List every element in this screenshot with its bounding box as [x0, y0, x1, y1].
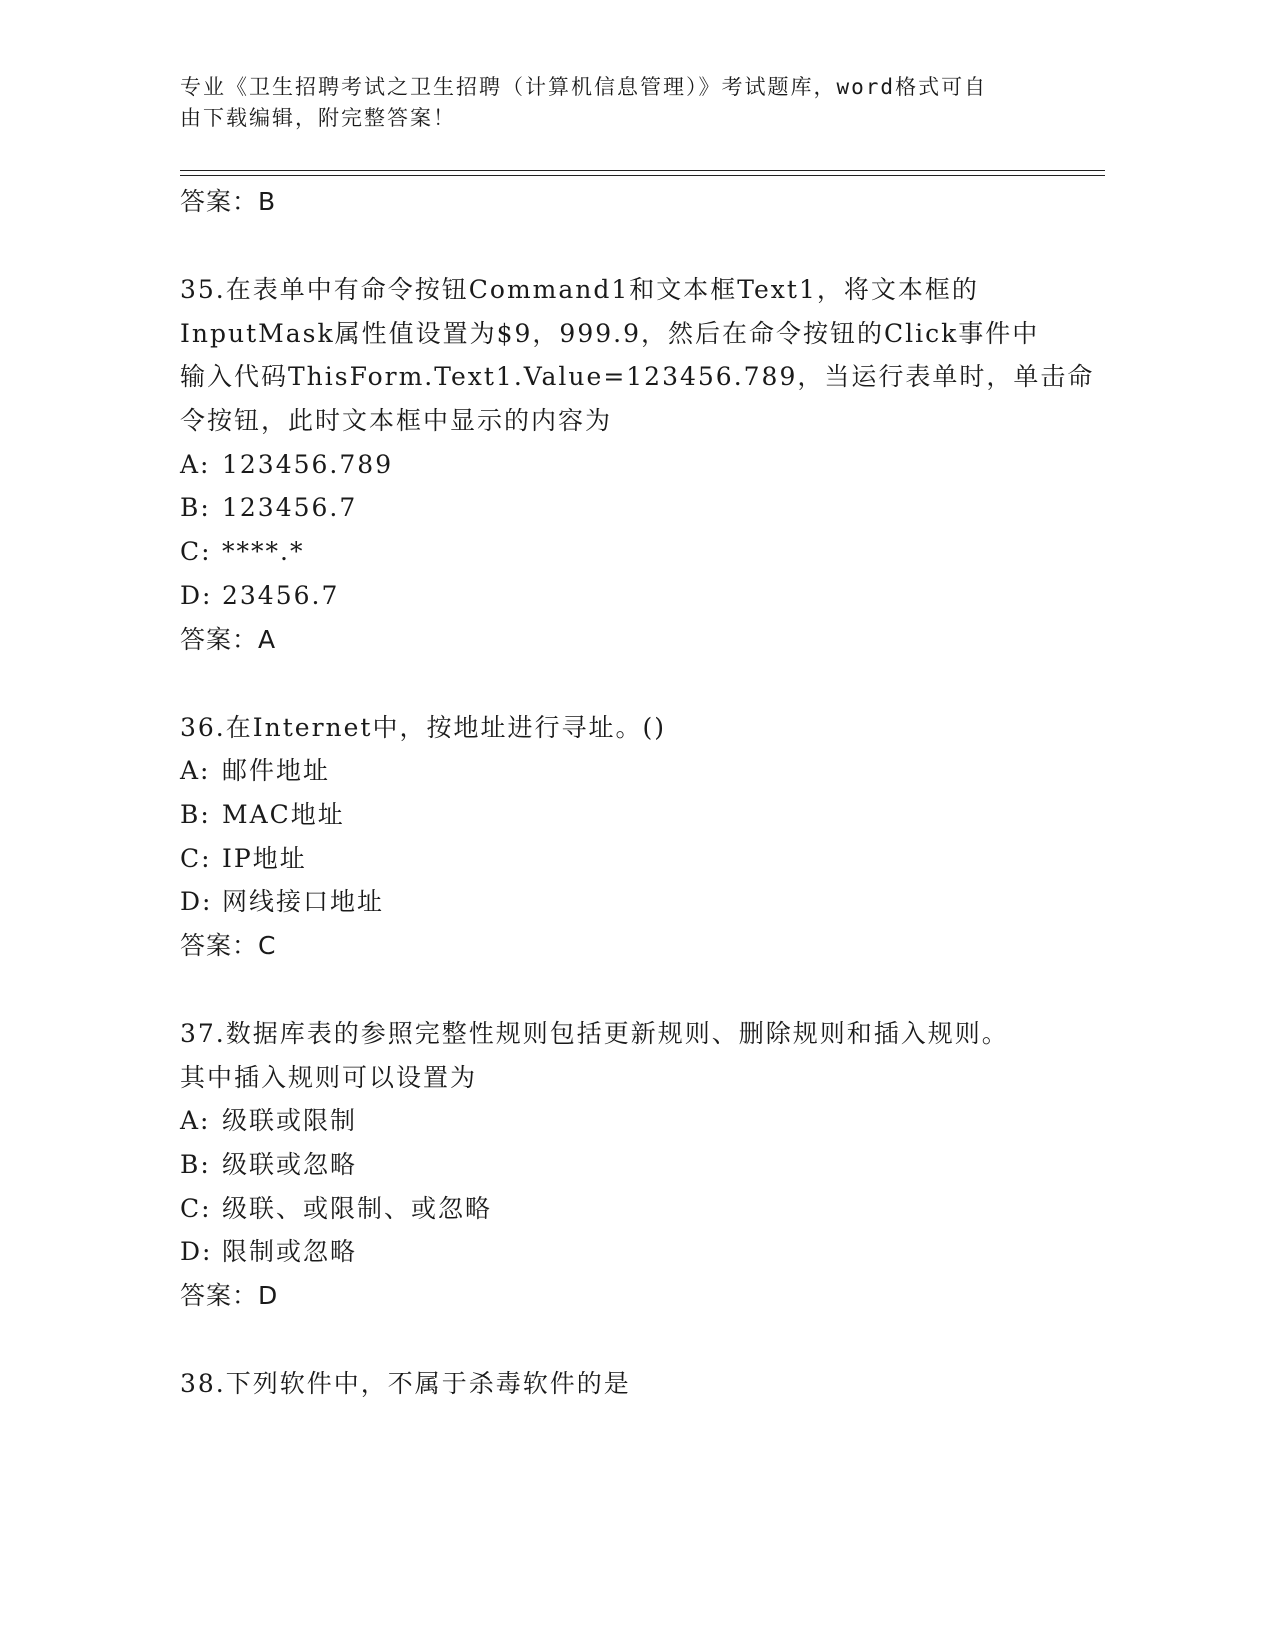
- option-key: B:: [180, 799, 211, 829]
- option-d: [180, 574, 1060, 618]
- option-c: [180, 837, 1060, 881]
- option-c: [180, 1187, 1060, 1231]
- option-a: [180, 749, 1060, 793]
- option-text: 级联或忽略: [222, 1150, 358, 1179]
- spacer: [180, 224, 1060, 268]
- option-text: 网线接口地址: [222, 887, 385, 917]
- option-a: [180, 1099, 1060, 1143]
- spacer: [180, 1318, 1060, 1362]
- spacer: [180, 968, 1060, 1012]
- question-text-line: 36.在Internet中，按地址进行寻址。(): [180, 712, 666, 742]
- answer-line: 答案：A: [180, 624, 277, 654]
- option-text: 限制或忽略: [222, 1237, 358, 1267]
- option-key: B:: [180, 1150, 211, 1179]
- option-key: D:: [180, 580, 213, 610]
- option-key: C:: [180, 843, 212, 873]
- question-35: [180, 268, 1095, 662]
- option-key: B:: [180, 493, 211, 523]
- question-text-line: 令按钮，此时文本框中显示的内容为: [180, 406, 613, 436]
- document-header: [180, 72, 1060, 134]
- option-text: 邮件地址: [222, 756, 331, 786]
- option-key: A:: [180, 756, 211, 786]
- option-text: 123456.7: [222, 493, 358, 523]
- answer-line: 答案：C: [180, 930, 277, 960]
- option-d: [180, 1230, 1060, 1274]
- option-key: D:: [180, 1237, 213, 1267]
- option-key: D:: [180, 887, 213, 917]
- option-text: 级联、或限制、或忽略: [222, 1193, 493, 1223]
- header-line-1: 专业《卫生招聘考试之卫生招聘（计算机信息管理）》考试题库，word格式可自: [180, 75, 988, 99]
- option-text: 123456.789: [222, 449, 394, 479]
- question-text-line: 输入代码ThisForm.Text1.Value=123456.789，当运行表单时，单击命: [180, 362, 1095, 392]
- answer-line: 答案：B: [180, 187, 277, 216]
- question-text-line: 38.下列软件中，不属于杀毒软件的是: [180, 1369, 631, 1399]
- question-text-line: InputMask属性值设置为$9，999.9，然后在命令按钮的Click事件中: [180, 318, 1040, 348]
- option-b: [180, 793, 1060, 837]
- option-d: [180, 880, 1060, 924]
- option-c: [180, 530, 1060, 574]
- option-text: 级联或限制: [222, 1106, 358, 1136]
- answer-line: 答案：D: [180, 1281, 279, 1311]
- question-37: [180, 1012, 1060, 1318]
- option-b: [180, 486, 1060, 530]
- question-list: [180, 180, 1095, 1406]
- question-38: [180, 1362, 1060, 1406]
- option-b: [180, 1143, 1060, 1187]
- option-text: 23456.7: [222, 580, 340, 610]
- header-divider-top: [180, 170, 1105, 171]
- header-divider-bottom: [180, 175, 1105, 176]
- option-key: C:: [180, 537, 212, 567]
- option-a: [180, 443, 1060, 487]
- question-text-line: 37.数据库表的参照完整性规则包括更新规则、删除规则和插入规则。: [180, 1018, 1009, 1048]
- question-36: [180, 706, 1060, 968]
- option-text: IP地址: [222, 843, 307, 873]
- question-text-line: 其中插入规则可以设置为: [180, 1062, 478, 1092]
- question-text-line: 35.在表单中有命令按钮Command1和文本框Text1，将文本框的: [180, 275, 979, 304]
- option-text: ****.*: [222, 537, 305, 567]
- option-key: A:: [180, 1106, 211, 1136]
- spacer: [180, 662, 1060, 706]
- header-line-2: 由下载编辑，附完整答案！: [180, 106, 456, 130]
- option-key: C:: [180, 1193, 212, 1223]
- option-key: A:: [180, 449, 211, 479]
- option-text: MAC地址: [222, 799, 345, 829]
